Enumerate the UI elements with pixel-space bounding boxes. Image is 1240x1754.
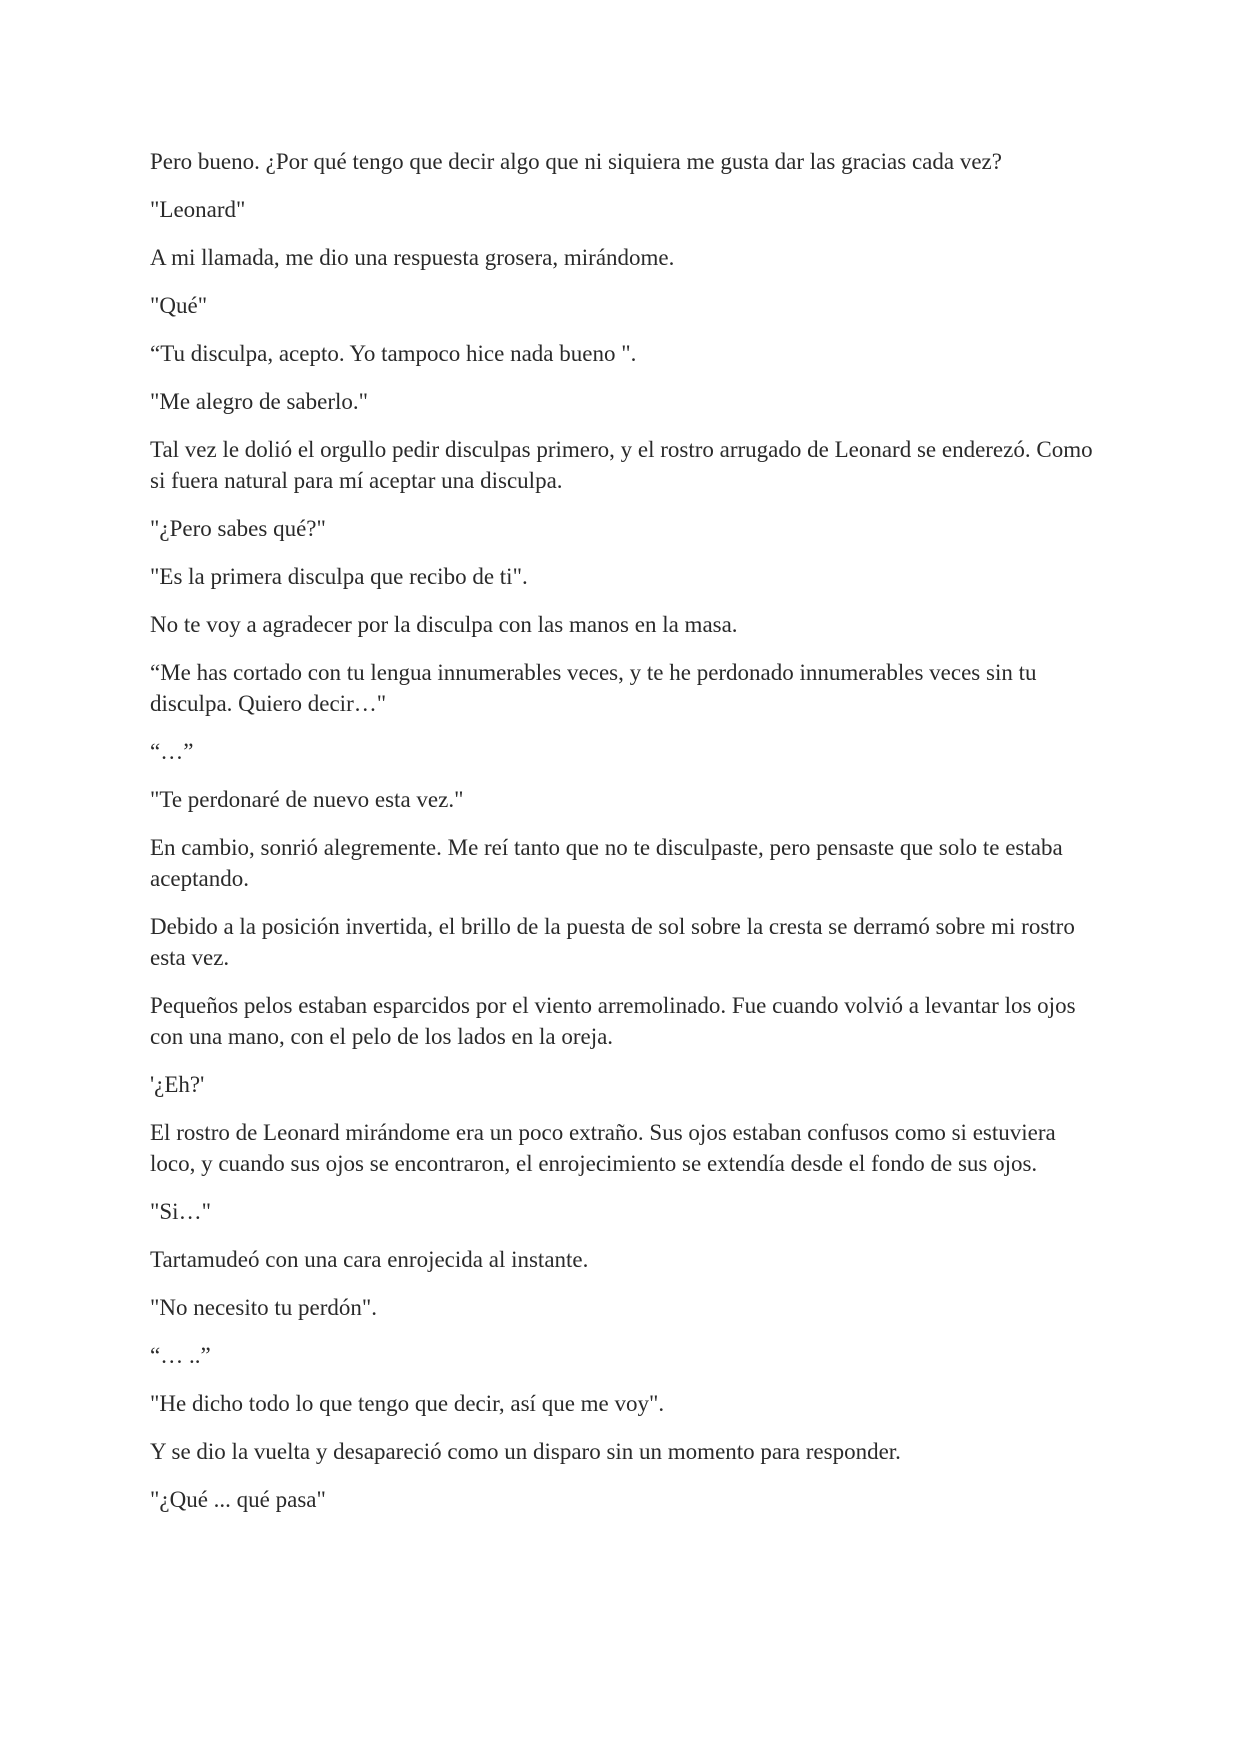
paragraph: Pero bueno. ¿Por qué tengo que decir algo que ni siquiera me gusta dar las gracias cada vez? [150, 149, 1002, 174]
paragraph: "No necesito tu perdón". [150, 1295, 378, 1320]
paragraph: "Leonard" [150, 197, 246, 222]
document-page [150, 146, 1100, 1532]
paragraph: En cambio, sonrió alegremente. Me reí tanto que no te disculpaste, pero pensaste que solo te estaba aceptando. [150, 835, 1069, 891]
paragraph: "Es la primera disculpa que recibo de ti". [150, 564, 528, 589]
paragraph: No te voy a agradecer por la disculpa con las manos en la masa. [150, 612, 738, 637]
paragraph: El rostro de Leonard mirándome era un poco extraño. Sus ojos estaban confusos como si estuviera loco, y cuando sus ojos se encontraron, el enrojecimiento se extendía desde el fondo de sus ojos. [150, 1120, 1062, 1176]
paragraph: Y se dio la vuelta y desapareció como un disparo sin un momento para responder. [150, 1439, 901, 1464]
paragraph: "Si…" [150, 1199, 211, 1224]
paragraph: '¿Eh?' [150, 1072, 205, 1097]
paragraph: "He dicho todo lo que tengo que decir, así que me voy". [150, 1391, 665, 1416]
paragraph: “… ..” [150, 1343, 211, 1368]
paragraph: “…” [150, 739, 194, 764]
paragraph: Tal vez le dolió el orgullo pedir disculpas primero, y el rostro arrugado de Leonard se enderezó. Como si fuera natural para mí aceptar una disculpa. [150, 437, 1099, 493]
paragraph: "¿Pero sabes qué?" [150, 516, 326, 541]
paragraph: “Tu disculpa, acepto. Yo tampoco hice nada bueno ". [150, 341, 637, 366]
paragraph: "Te perdonaré de nuevo esta vez." [150, 787, 464, 812]
paragraph: "Qué" [150, 293, 208, 318]
paragraph: A mi llamada, me dio una respuesta grosera, mirándome. [150, 245, 675, 270]
paragraph: Pequeños pelos estaban esparcidos por el viento arremolinado. Fue cuando volvió a levantar los ojos con una mano, con el pelo de los lados en la oreja. [150, 993, 1082, 1049]
paragraph: "¿Qué ... qué pasa" [150, 1487, 326, 1512]
paragraph: “Me has cortado con tu lengua innumerables veces, y te he perdonado innumerables veces sin tu disculpa. Quiero decir…" [150, 660, 1043, 716]
paragraph: Debido a la posición invertida, el brillo de la puesta de sol sobre la cresta se derramó sobre mi rostro esta vez. [150, 914, 1081, 970]
paragraph: Tartamudeó con una cara enrojecida al instante. [150, 1247, 589, 1272]
paragraph: "Me alegro de saberlo." [150, 389, 369, 414]
